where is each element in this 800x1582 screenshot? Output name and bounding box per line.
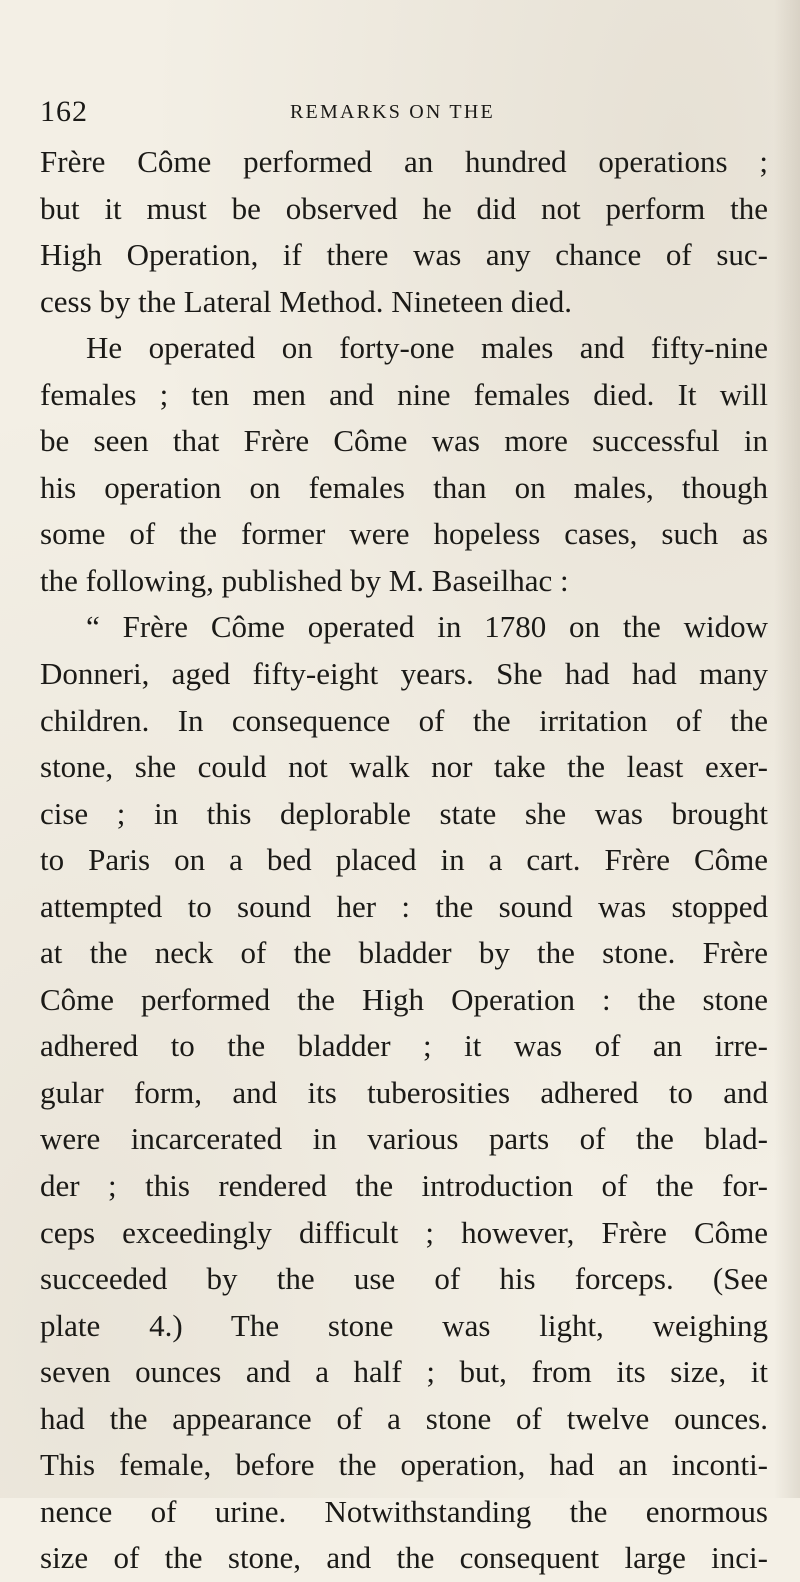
text-line: He operated on forty-one males and fifty-nine bbox=[86, 330, 768, 366]
text-line: but it must be observed he did not perform the bbox=[40, 190, 768, 226]
page-edge-shadow bbox=[774, 0, 800, 1498]
text-line: attempted to sound her : the sound was stopped bbox=[40, 888, 768, 924]
text-line: children. In consequence of the irritation of the bbox=[40, 702, 768, 738]
text-line: females ; ten men and nine females died. It will bbox=[40, 376, 768, 412]
text-line: at the neck of the bladder by the stone. Frère bbox=[40, 935, 768, 971]
text-line: plate 4.) The stone was light, weighing bbox=[40, 1307, 768, 1343]
text-line: had the appearance of a stone of twelve ounces. bbox=[40, 1400, 768, 1436]
text-line: be seen that Frère Côme was more successful in bbox=[40, 423, 768, 459]
text-line: stone, she could not walk nor take the least exer- bbox=[40, 749, 768, 785]
text-line: the following, published by M. Baseilhac : bbox=[40, 562, 569, 598]
running-head bbox=[40, 92, 780, 132]
text-line: gular form, and its tuberosities adhered to and bbox=[40, 1074, 768, 1110]
body-text bbox=[40, 139, 768, 1582]
text-line: ceps exceedingly difficult ; however, Frère Côme bbox=[40, 1214, 768, 1250]
text-line: der ; this rendered the introduction of the for- bbox=[40, 1168, 768, 1204]
text-line: were incarcerated in various parts of the blad- bbox=[40, 1121, 768, 1157]
text-line: This female, before the operation, had an inconti- bbox=[40, 1447, 768, 1483]
page-number: 162 bbox=[40, 95, 88, 128]
text-line: nence of urine. Notwithstanding the enormous bbox=[40, 1493, 768, 1529]
running-title: REMARKS ON THE bbox=[290, 101, 495, 123]
text-line: “ Frère Côme operated in 1780 on the widow bbox=[86, 609, 768, 645]
text-line: seven ounces and a half ; but, from its size, it bbox=[40, 1354, 768, 1390]
text-line: some of the former were hopeless cases, such as bbox=[40, 516, 768, 552]
text-line: Frère Côme performed an hundred operations ; bbox=[40, 144, 768, 179]
text-line: cess by the Lateral Method. Nineteen died. bbox=[40, 283, 572, 319]
text-line: his operation on females than on males, though bbox=[40, 469, 768, 505]
text-line: succeeded by the use of his forceps. (See bbox=[40, 1261, 768, 1297]
text-line: Donneri, aged fifty-eight years. She had had many bbox=[40, 656, 768, 692]
text-line: Côme performed the High Operation : the stone bbox=[40, 981, 768, 1017]
text-line: cise ; in this deplorable state she was brought bbox=[40, 795, 768, 831]
text-line: size of the stone, and the consequent large inci- bbox=[40, 1540, 768, 1576]
text-line: High Operation, if there was any chance of suc- bbox=[40, 237, 768, 273]
text-line: to Paris on a bed placed in a cart. Frère Côme bbox=[40, 842, 768, 878]
text-line: adhered to the bladder ; it was of an irre- bbox=[40, 1028, 768, 1064]
